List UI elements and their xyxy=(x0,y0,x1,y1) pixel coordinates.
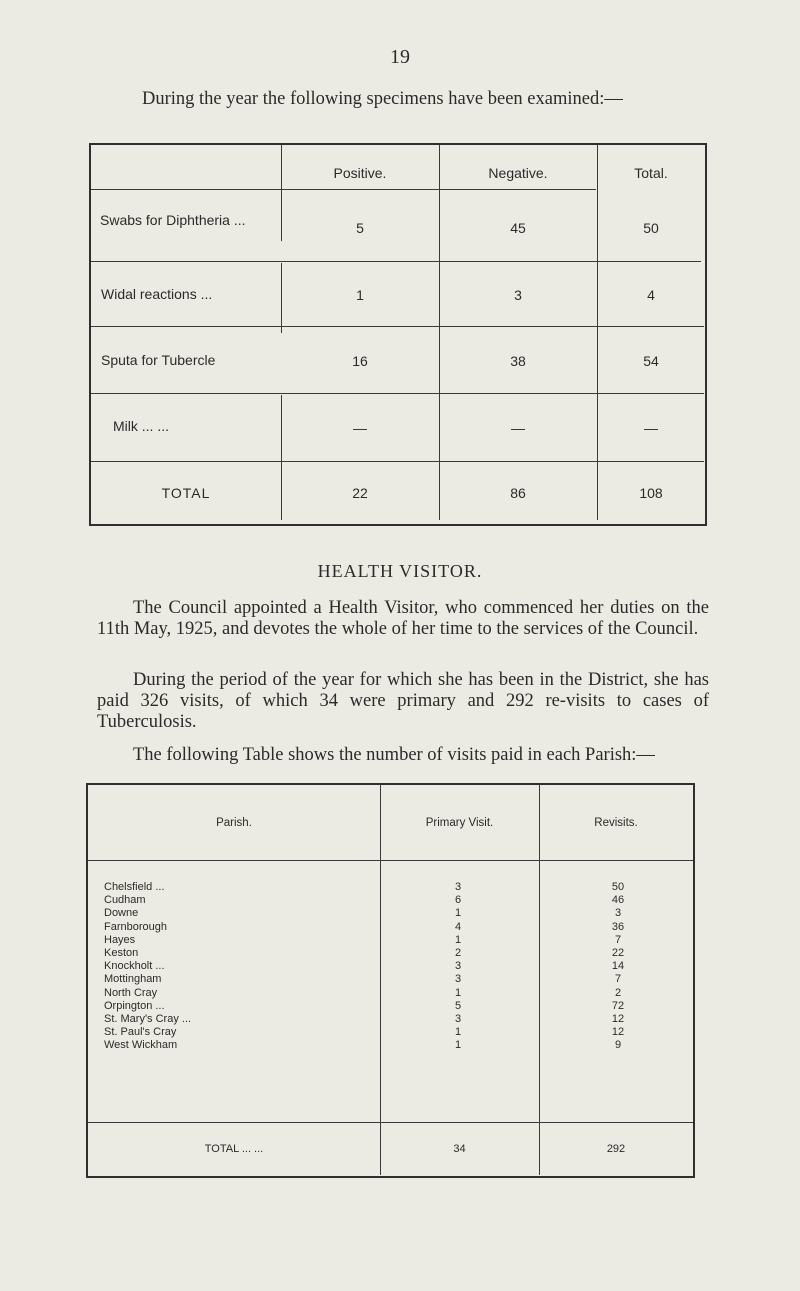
parish-name: Keston xyxy=(104,946,139,959)
parish-name: Farnborough xyxy=(104,920,167,933)
header-revisits: Revisits. xyxy=(594,817,638,829)
specimens-table xyxy=(89,143,707,526)
revisits: 2 xyxy=(614,986,622,999)
cell-total-total: 108 xyxy=(639,485,663,501)
table-row xyxy=(88,934,692,947)
cell-sputa-total: 54 xyxy=(643,352,659,369)
cell-swabs-positive: 5 xyxy=(356,220,364,236)
table-row xyxy=(88,921,692,934)
header-total: Total. xyxy=(634,165,668,181)
revisits: 12 xyxy=(611,1012,625,1025)
table-row xyxy=(88,1039,692,1052)
parish-name: Orpington ... xyxy=(104,999,165,1012)
cell-sputa-positive: 16 xyxy=(352,352,368,369)
primary-visits: 3 xyxy=(454,881,462,893)
parish-name: Chelsfield ... xyxy=(104,881,165,893)
primary-visits: 1 xyxy=(454,933,462,946)
header-primary-visit: Primary Visit. xyxy=(425,817,494,829)
row-label-milk: Milk ... ... xyxy=(113,418,169,434)
cell-widal-total: 4 xyxy=(647,286,655,303)
revisits: 9 xyxy=(614,1039,622,1052)
parish-name: Cudham xyxy=(104,894,146,907)
table-row xyxy=(88,973,692,986)
row-label-widal: Widal reactions ... xyxy=(101,286,213,302)
page-number: 19 xyxy=(390,46,410,68)
cell-total-positive: 22 xyxy=(352,485,368,501)
parish-name: Hayes xyxy=(104,933,136,946)
header-parish: Parish. xyxy=(216,817,252,829)
parish-name: North Cray xyxy=(104,986,158,999)
table-row xyxy=(88,947,692,960)
cell-total-negative: 86 xyxy=(510,485,526,501)
primary-visits: 2 xyxy=(454,946,462,959)
primary-visits: 3 xyxy=(454,973,462,986)
table-row xyxy=(88,881,692,894)
total-revisits: 292 xyxy=(606,1143,626,1155)
table-row xyxy=(88,907,692,920)
revisits: 7 xyxy=(614,933,622,946)
cell-milk-positive: — xyxy=(353,420,367,436)
cell-swabs-negative: 45 xyxy=(510,220,526,236)
primary-visits: 4 xyxy=(454,920,462,933)
cell-swabs-total: 50 xyxy=(643,220,659,236)
table-row xyxy=(88,987,692,1000)
paragraph-table-intro: The following Table shows the number of visits paid in each Parish:— xyxy=(133,745,655,765)
revisits: 36 xyxy=(611,920,625,933)
primary-visits: 5 xyxy=(454,999,462,1012)
revisits: 7 xyxy=(614,973,622,986)
parish-visits-table xyxy=(86,783,695,1178)
paragraph-appointment: The Council appointed a Health Visitor, who commenced her duties on the 11th May, 1925, and devotes the whole of her time to the services of the Council. xyxy=(97,598,709,639)
row-label-text: Swabs for Diphtheria ... xyxy=(100,212,246,228)
cell-milk-total: — xyxy=(644,420,658,436)
primary-visits: 3 xyxy=(454,1012,462,1025)
primary-visits: 6 xyxy=(454,894,462,907)
paragraph-visits: During the period of the year for which she has been in the District, she has paid 326 visits, of which 34 were primary and 292 re-visits to cases of Tuberculosis. xyxy=(97,670,709,732)
primary-visits: 1 xyxy=(454,1026,462,1039)
header-positive: Positive. xyxy=(333,165,387,181)
table-row xyxy=(88,1026,692,1039)
primary-visits: 1 xyxy=(454,986,462,999)
intro-paragraph: During the year the following specimens have been examined:— xyxy=(142,89,623,109)
table-row xyxy=(88,960,692,973)
parish-name: Knockholt ... xyxy=(104,960,165,973)
cell-milk-negative: — xyxy=(511,420,525,436)
parish-name: Downe xyxy=(104,907,139,920)
table-row xyxy=(88,894,692,907)
cell-sputa-negative: 38 xyxy=(510,352,526,369)
parish-name: St. Mary's Cray ... xyxy=(104,1012,192,1025)
revisits: 46 xyxy=(611,894,625,907)
row-label-sputa: Sputa for Tubercle xyxy=(101,352,216,368)
row-label-swabs xyxy=(100,211,275,229)
table-row xyxy=(88,1013,692,1026)
cell-widal-positive: 1 xyxy=(356,286,364,303)
total-label: TOTAL ... ... xyxy=(204,1143,264,1155)
cell-widal-negative: 3 xyxy=(514,286,522,303)
primary-visits: 1 xyxy=(454,1039,462,1052)
total-primary: 34 xyxy=(453,1143,466,1155)
revisits: 72 xyxy=(611,999,625,1012)
revisits: 22 xyxy=(611,946,625,959)
revisits: 50 xyxy=(611,881,625,893)
revisits: 3 xyxy=(614,907,622,920)
parish-name: St. Paul's Cray xyxy=(104,1026,177,1039)
parish-name: Mottingham xyxy=(104,973,162,986)
header-negative: Negative. xyxy=(488,165,548,181)
parish-name: West Wickham xyxy=(104,1039,178,1052)
revisits: 12 xyxy=(611,1026,625,1039)
primary-visits: 3 xyxy=(454,960,462,973)
revisits: 14 xyxy=(611,960,625,973)
section-heading: HEALTH VISITOR. xyxy=(317,561,483,581)
table-row xyxy=(88,1000,692,1013)
row-label-total: TOTAL xyxy=(161,485,211,501)
primary-visits: 1 xyxy=(454,907,462,920)
parish-list xyxy=(88,881,692,1052)
